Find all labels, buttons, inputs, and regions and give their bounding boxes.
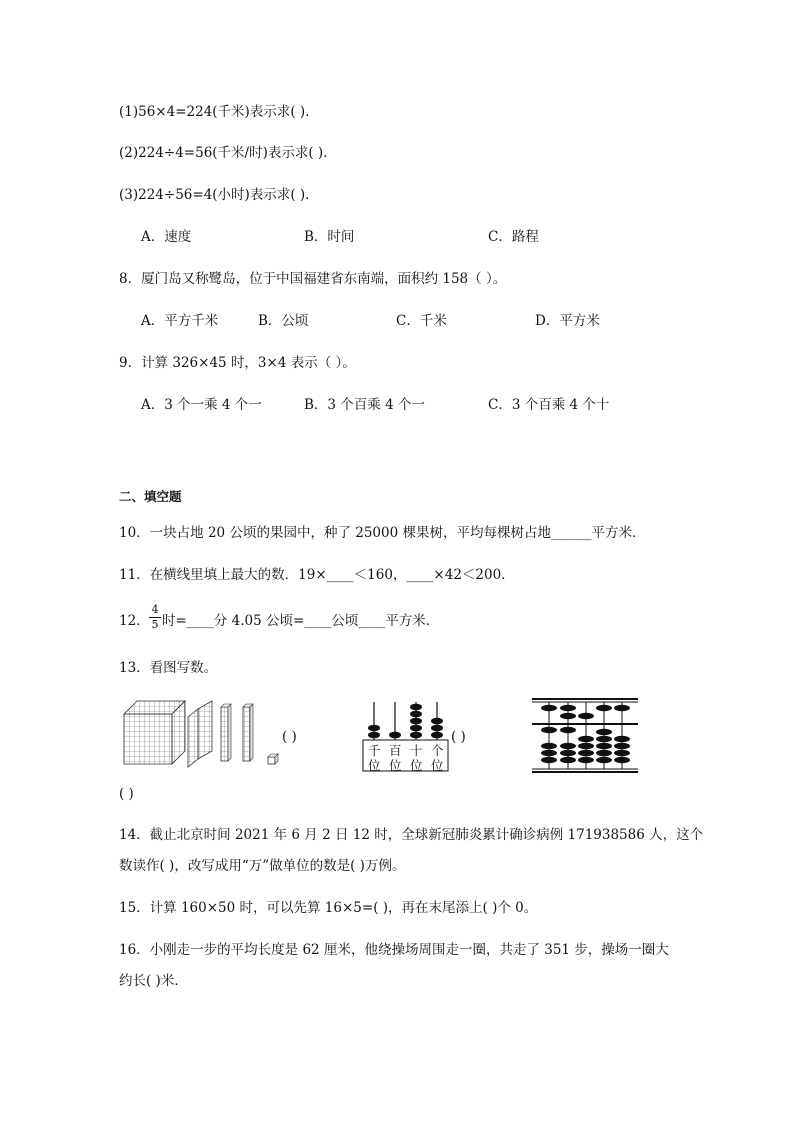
place-label-wei: 位 <box>410 758 423 773</box>
q9-option-c: C．3 个百乘 4 个十 <box>488 397 610 413</box>
section-title: 二、填空题 <box>119 489 182 504</box>
question-9: 9．计算 326×45 时，3×4 表示（ ）。 <box>119 355 356 371</box>
fraction-denominator: 5 <box>151 618 159 631</box>
thousand-cube <box>124 701 185 764</box>
unit-cube <box>268 754 278 764</box>
q8-option-a: A．平方千米 <box>141 313 219 329</box>
place-label-wei: 位 <box>368 758 381 773</box>
place-label-thousands: 千 <box>368 743 381 758</box>
suanpan-abacus-figure <box>532 697 638 775</box>
q9-option-a: A．3 个一乘 4 个一 <box>141 397 262 413</box>
sub-question-1: (1)56×4=224(千米)表示求( ). <box>119 104 310 120</box>
question-14-line-2: 数读作( )，改写成用“万”做单位的数是( )万例。 <box>119 858 406 874</box>
question-13: 13．看图写数。 <box>119 660 218 676</box>
place-label-ones: 个 <box>431 743 444 758</box>
fraction-numerator: 4 <box>151 603 159 616</box>
question-11: 11．在横线里填上最大的数．19×____＜160，____×42＜200． <box>119 567 515 583</box>
option-a: A．速度 <box>141 229 192 245</box>
answer-blank-blocks: ( ) <box>282 729 297 745</box>
question-12-prefix: 12． <box>119 613 150 629</box>
answer-blank-counting-frame: ( ) <box>451 729 466 745</box>
sub-question-3: (3)224÷56=4(小时)表示求( ). <box>119 187 310 203</box>
answer-blank-suanpan: ( ) <box>119 786 134 802</box>
option-b: B．时间 <box>304 229 355 245</box>
hundred-flat <box>188 701 212 767</box>
option-c: C．路程 <box>488 229 539 245</box>
question-12-rest: 时=____分 4.05 公顷=____公顷____平方米． <box>162 613 440 629</box>
place-label-hundreds: 百 <box>389 743 402 758</box>
sub-question-2: (2)224÷4=56(千米/时)表示求( ). <box>119 145 328 161</box>
question-16-line-2: 约长( )米． <box>119 973 188 989</box>
question-15: 15．计算 160×50 时，可以先算 16×5=( )，再在末尾添上( )个 0。 <box>119 900 538 916</box>
fraction <box>149 604 161 631</box>
q8-option-c: C．千米 <box>396 313 447 329</box>
place-label-wei: 位 <box>431 758 444 773</box>
question-10: 10．一块占地 20 公顷的果园中，种了 25000 棵果树，平均每棵树占地______平方米． <box>119 525 646 541</box>
ten-rod <box>221 704 231 761</box>
q9-option-b: B．3 个百乘 4 个一 <box>304 397 425 413</box>
place-label-tens: 十 <box>410 743 423 758</box>
question-14-line-1: 14．截止北京时间 2021 年 6 月 2 日 12 时，全球新冠肺炎累计确诊病例 171938586 人，这个 <box>119 827 704 843</box>
base-ten-blocks-figure <box>124 701 284 769</box>
q8-option-b: B．公顷 <box>258 313 309 329</box>
place-label-wei: 位 <box>389 758 402 773</box>
ten-rod <box>243 704 253 761</box>
q8-option-d: D．平方米 <box>535 313 600 329</box>
question-8: 8．厦门岛又称鹭岛，位于中国福建省东南端，面积约 158（ ）。 <box>119 271 507 287</box>
question-16-line-1: 16．小刚走一步的平均长度是 62 厘米，他绕操场周围走一圈，共走了 351 步，操场一圈大 <box>119 942 669 958</box>
